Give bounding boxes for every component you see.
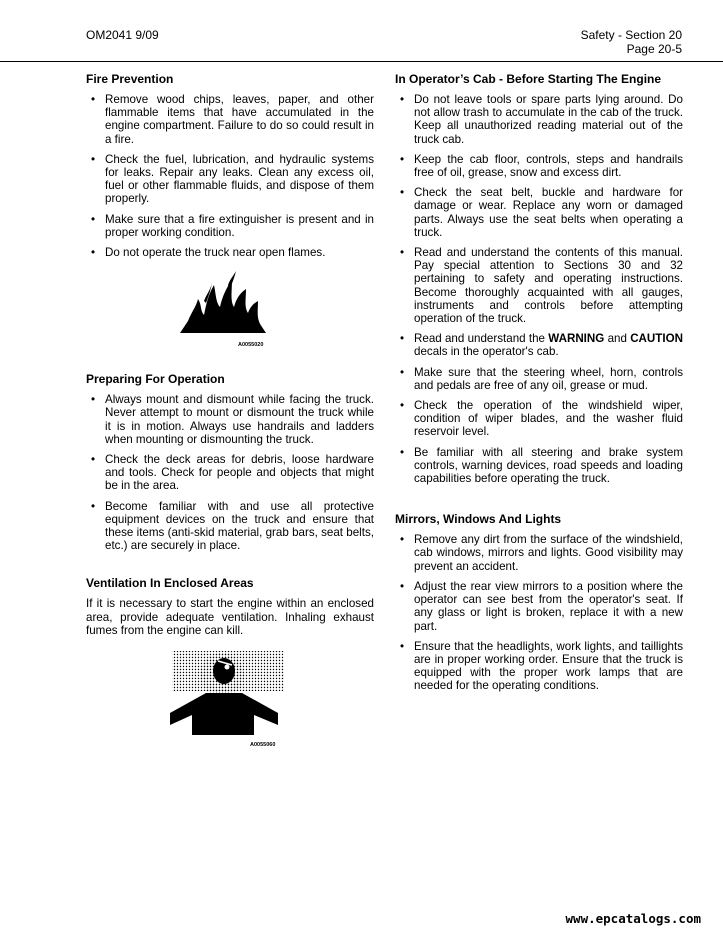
list-item: • Keep the cab floor, controls, steps and handrails free of oil, grease, snow and excess dirt. bbox=[395, 153, 683, 179]
list-item: • Make sure that a fire extinguisher is present and in proper working condition. bbox=[86, 213, 374, 239]
figure-code: A0055060 bbox=[250, 742, 276, 749]
mirrors-list bbox=[395, 533, 683, 692]
ventilation-text: If it is necessary to start the engine within an enclosed area, provide adequate ventilation. Inhaling exhaust fumes from the engine can kill. bbox=[86, 597, 374, 637]
page-number: Page 20-5 bbox=[626, 42, 682, 56]
list-item: • Check the seat belt, buckle and hardware for damage or wear. Replace any worn or damaged parts. Always use the seat belts when operating a truck. bbox=[395, 186, 683, 239]
list-item: • Become familiar with and use all protective equipment devices on the truck and ensure that these items (anti-skid material, grab bars, seat belts, etc.) are securely in place. bbox=[86, 500, 374, 553]
warning-word: WARNING bbox=[548, 332, 605, 346]
list-item: • Remove any dirt from the surface of the windshield, cab windows, mirrors and lights. Good visibility may prevent an accident. bbox=[395, 533, 683, 573]
list-item: • Check the fuel, lubrication, and hydraulic systems for leaks. Repair any leaks. Clean any excess oil, fuel or other flammable fluids, and dispose of them properly. bbox=[86, 153, 374, 206]
exhaust-fumes-icon bbox=[170, 647, 290, 741]
flame-icon bbox=[170, 271, 290, 337]
cab-title: In Operator’s Cab - Before Starting The Engine bbox=[395, 72, 662, 86]
fire-prevention-title: Fire Prevention bbox=[86, 72, 174, 86]
ventilation-title: Ventilation In Enclosed Areas bbox=[86, 576, 254, 591]
list-item: • Be familiar with all steering and brake system controls, warning devices, road speeds and loading capabilities before operating the truck. bbox=[395, 446, 683, 486]
list-item-warning: • Read and understand the WARNING and CAUTION decals in the operator's cab. bbox=[395, 332, 683, 358]
list-item: • Check the deck areas for debris, loose hardware and tools. Check for people and objects that might be in the area. bbox=[86, 453, 374, 493]
caution-word: CAUTION bbox=[630, 332, 683, 346]
right-column bbox=[395, 72, 683, 700]
preparing-title: Preparing For Operation bbox=[86, 372, 225, 387]
footer-url: www.epcatalogs.com bbox=[565, 911, 701, 926]
header-rule bbox=[0, 61, 723, 62]
cab-list bbox=[395, 93, 683, 485]
list-item: • Remove wood chips, leaves, paper, and other flammable items that have accumulated in the engine compartment. Failure to do so could result in a fire. bbox=[86, 93, 374, 146]
list-item: • Ensure that the headlights, work lights, and taillights are in proper working order. Ensure that the truck is equipped with the proper work lamps that are needed for the operating conditions. bbox=[395, 640, 683, 693]
section-header bbox=[581, 28, 682, 56]
left-column bbox=[86, 72, 374, 749]
figure-code: A0055020 bbox=[238, 342, 264, 349]
list-item: • Do not operate the truck near open flames. bbox=[86, 246, 374, 259]
exhaust-figure bbox=[170, 647, 290, 749]
list-item: • Read and understand the contents of this manual. Pay special attention to Sections 30 and 32 pertaining to safety and operating instructions. Become thoroughly acquainted with all gauges, instruments and controls before attempting operation of the truck. bbox=[395, 246, 683, 325]
mirrors-title: Mirrors, Windows And Lights bbox=[395, 512, 562, 527]
list-item: • Make sure that the steering wheel, horn, controls and pedals are free of any oil, grease or mud. bbox=[395, 366, 683, 392]
list-item: • Do not leave tools or spare parts lying around. Do not allow trash to accumulate in the cab of the truck. Keep all unauthorized reading material out of the truck cab. bbox=[395, 93, 683, 146]
list-item: • Always mount and dismount while facing the truck. Never attempt to mount or dismount the truck while it is in motion. Always use handrails and ladders when mounting or dismounting the truck. bbox=[86, 393, 374, 446]
section-title: Safety - Section 20 bbox=[580, 28, 682, 42]
flame-figure bbox=[170, 271, 290, 347]
list-item: • Adjust the rear view mirrors to a position where the operator can see best from the operator's seat. If any glass or light is broken, replace it with a new part. bbox=[395, 580, 683, 633]
preparing-list bbox=[86, 393, 374, 552]
fire-prevention-list bbox=[86, 93, 374, 259]
list-item: • Check the operation of the windshield wiper, condition of wiper blades, and the washer fluid reservoir level. bbox=[395, 399, 683, 439]
doc-id: OM2041 9/09 bbox=[86, 28, 159, 42]
